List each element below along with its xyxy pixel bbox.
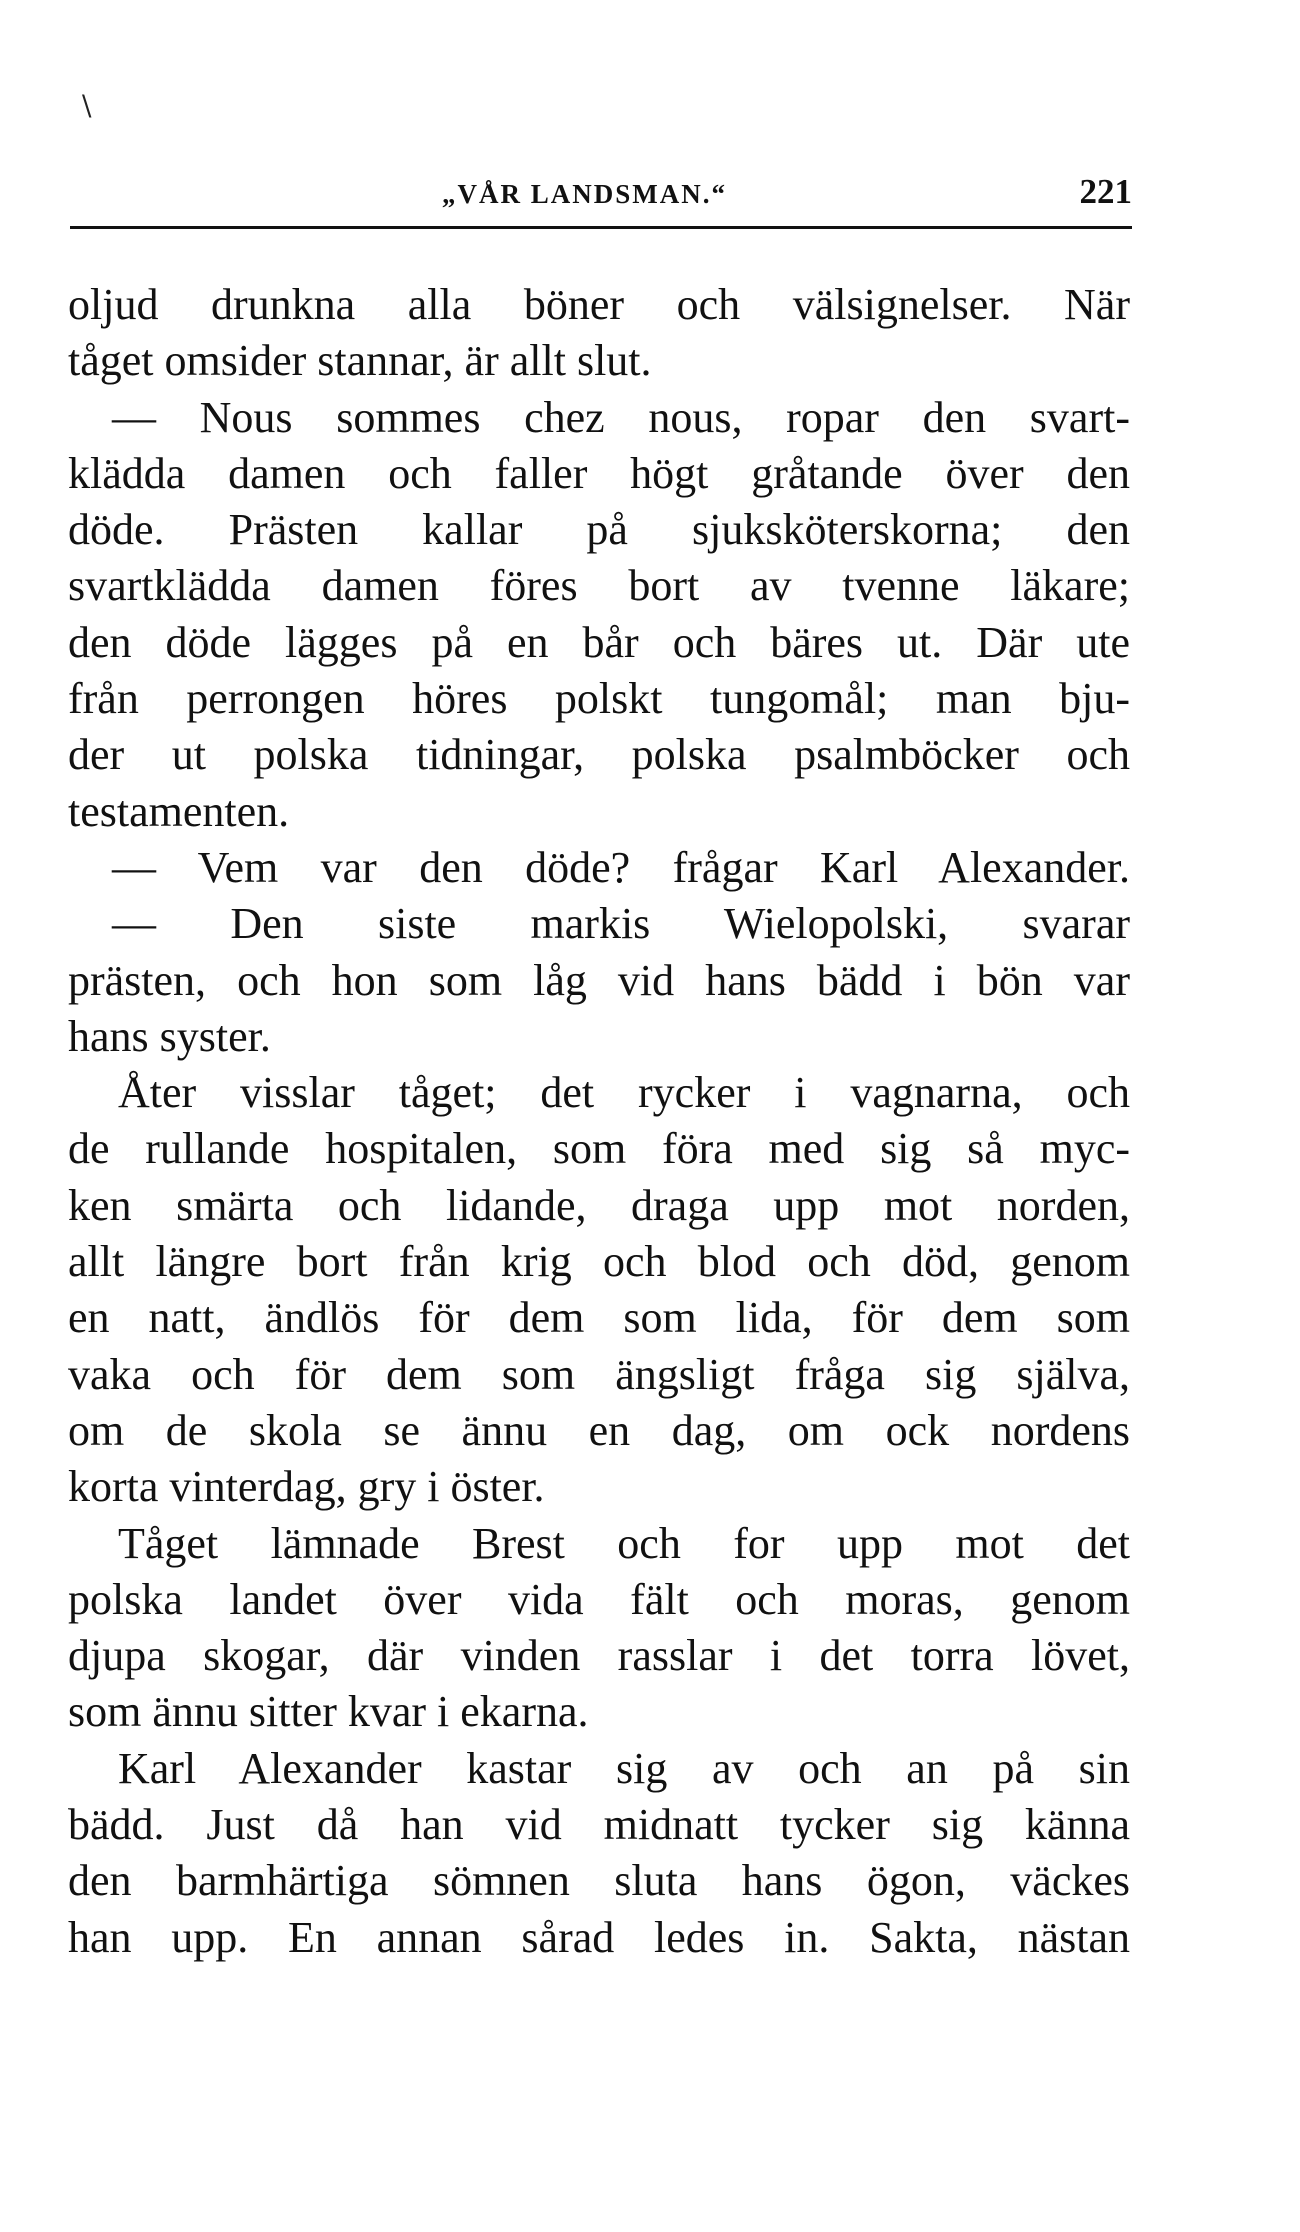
text-line: den döde lägges på en bår och bäres ut. Där ute	[68, 617, 1130, 667]
body-text	[68, 277, 1130, 1966]
text-line: som ännu sitter kvar i ekarna.	[68, 1687, 589, 1737]
text-line: klädda damen och faller högt gråtande över den	[68, 448, 1130, 498]
text-line: den barmhärtiga sömnen sluta hans ögon, väckes	[68, 1856, 1130, 1906]
text-line: testamenten.	[68, 786, 290, 836]
page-number: 221	[1079, 172, 1132, 211]
text-line: Karl Alexander kastar sig av och an på sin	[118, 1743, 1130, 1793]
text-line: — Den siste markis Wielopolski, svarar	[112, 899, 1130, 949]
text-line: — Nous sommes chez nous, ropar den svart-	[112, 392, 1130, 442]
corner-mark: \	[82, 89, 92, 122]
running-head	[68, 174, 1132, 224]
text-line: en natt, ändlös för dem som lida, för dem som	[68, 1293, 1130, 1343]
text-line: från perrongen höres polskt tungomål; man bju-	[68, 674, 1130, 724]
text-line: bädd. Just då han vid midnatt tycker sig känna	[68, 1800, 1130, 1850]
text-line: der ut polska tidningar, polska psalmböcker och	[68, 730, 1130, 780]
text-line: korta vinterdag, gry i öster.	[68, 1462, 545, 1512]
text-line: polska landet över vida fält och moras, genom	[68, 1574, 1130, 1624]
text-line: vaka och för dem som ängsligt fråga sig själva,	[68, 1349, 1130, 1399]
text-line: Tåget lämnade Brest och for upp mot det	[118, 1518, 1130, 1568]
text-line: om de skola se ännu en dag, om ock nordens	[68, 1405, 1130, 1455]
text-line: han upp. En annan sårad ledes in. Sakta, nästan	[68, 1912, 1130, 1962]
text-line: hans syster.	[68, 1011, 271, 1061]
text-line: oljud drunkna alla böner och välsignelser. När	[68, 280, 1130, 329]
text-line: allt längre bort från krig och blod och död, genom	[68, 1237, 1130, 1287]
text-line: ken smärta och lidande, draga upp mot norden,	[68, 1180, 1130, 1230]
text-line: de rullande hospitalen, som föra med sig så myc-	[68, 1124, 1130, 1174]
text-line: tåget omsider stannar, är allt slut.	[68, 336, 652, 386]
text-line: döde. Prästen kallar på sjuksköterskorna; den	[68, 505, 1130, 555]
header-rule	[70, 226, 1132, 229]
text-line: prästen, och hon som låg vid hans bädd i bön var	[68, 955, 1130, 1005]
running-title: „VÅR LANDSMAN.“	[442, 179, 727, 209]
text-line: djupa skogar, där vinden rasslar i det torra lövet,	[68, 1631, 1130, 1681]
text-line: Åter visslar tåget; det rycker i vagnarna, och	[118, 1068, 1130, 1118]
text-line: svartklädda damen föres bort av tvenne läkare;	[68, 561, 1130, 611]
text-line: — Vem var den döde? frågar Karl Alexander.	[112, 842, 1130, 892]
